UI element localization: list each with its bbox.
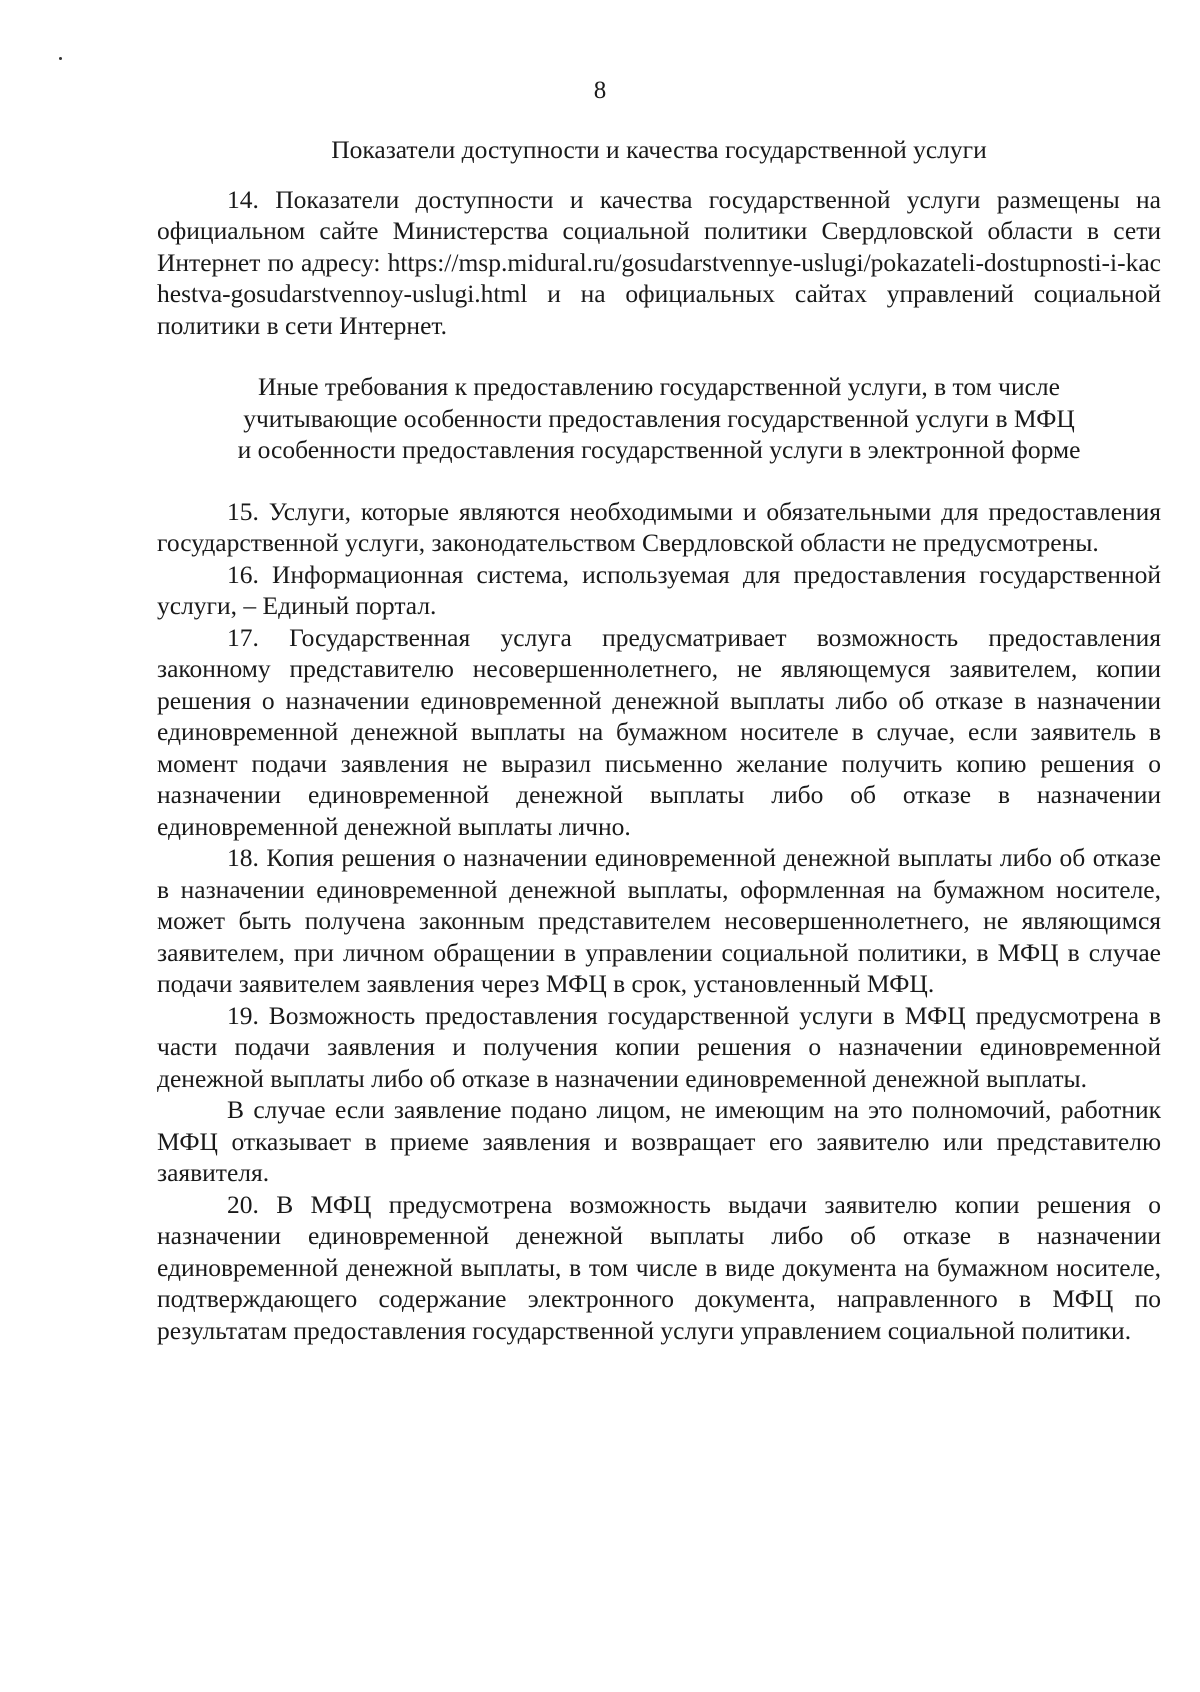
paragraph-14	[157, 184, 1161, 342]
paragraph-20: 20. В МФЦ предусмотрена возможность выдачи заявителю копии решения о назначении единовременной денежной выплаты либо об отказе в назначении единовременной денежной выплаты, в том числе в виде документа на бумажном носителе, подтверждающего содержание электронного документа, направленного в МФЦ по результатам предоставления государственной услуги управлением социальной политики.	[157, 1189, 1161, 1345]
page-number: 8	[593, 77, 607, 104]
paragraph-18: 18. Копия решения о назначении единовременной денежной выплаты либо об отказе в назначении единовременной денежной выплаты, оформленная на бумажном носителе, может быть получена законным представителем несовершеннолетнего, не являющимся заявителем, при личном обращении в управлении социальной политики, в МФЦ в случае подачи заявителем заявления через МФЦ в срок, установленный МФЦ.	[157, 843, 1161, 998]
heading-line-3: и особенности предоставления государственной услуги в электронной форме	[237, 435, 1081, 464]
heading-line-1: Иные требования к предоставлению государственной услуги, в том числе	[258, 372, 1060, 401]
paragraph-14-text-after: и на официальных сайтах управлений социальной политики в сети Интернет.	[157, 279, 1161, 340]
paragraph-14-url: https://msp.midural.ru/gosudarstvennye-uslugi/pokazateli-dostupnosti-i-kachestva-gosudarstvennoy-uslugi.html	[157, 247, 1161, 308]
paragraph-17: 17. Государственная услуга предусматривает возможность предоставления законному представителю несовершеннолетнего, не являющемуся заявителем, копии решения о назначении единовременной денежной выплаты либо об отказе в назначении единовременной денежной выплаты на бумажном носителе в случае, если заявитель в момент подачи заявления не выразил письменно желание получить копию решения о назначении единовременной денежной выплаты либо об отказе в назначении единовременной денежной выплаты лично.	[157, 622, 1161, 841]
scan-speck	[59, 57, 62, 60]
paragraph-16: 16. Информационная система, используемая для предоставления государственной услуги, – Единый портал.	[157, 559, 1161, 620]
section-heading-other-requirements	[157, 371, 1161, 466]
document-body	[157, 134, 1161, 1346]
paragraph-14-text-before: 14. Показатели доступности и качества государственной услуги размещены на официальном сайте Министерства социальной политики Свердловской области в сети Интернет по адресу:	[157, 184, 1161, 277]
paragraph-19: 19. Возможность предоставления государственной услуги в МФЦ предусмотрена в части подачи заявления и получения копии решения о назначении единовременной денежной выплаты либо об отказе в назначении единовременной денежной выплаты.	[157, 1000, 1161, 1093]
paragraph-15: 15. Услуги, которые являются необходимыми и обязательными для предоставления государственной услуги, законодательством Свердловской области не предусмотрены.	[157, 496, 1161, 557]
section-heading-accessibility: Показатели доступности и качества государственной услуги	[331, 135, 987, 164]
heading-line-2: учитывающие особенности предоставления государственной услуги в МФЦ	[243, 403, 1075, 433]
paragraph-19-continued: В случае если заявление подано лицом, не имеющим на это полномочий, работник МФЦ отказывает в приеме заявления и возвращает его заявителю или представителю заявителя.	[157, 1095, 1161, 1187]
